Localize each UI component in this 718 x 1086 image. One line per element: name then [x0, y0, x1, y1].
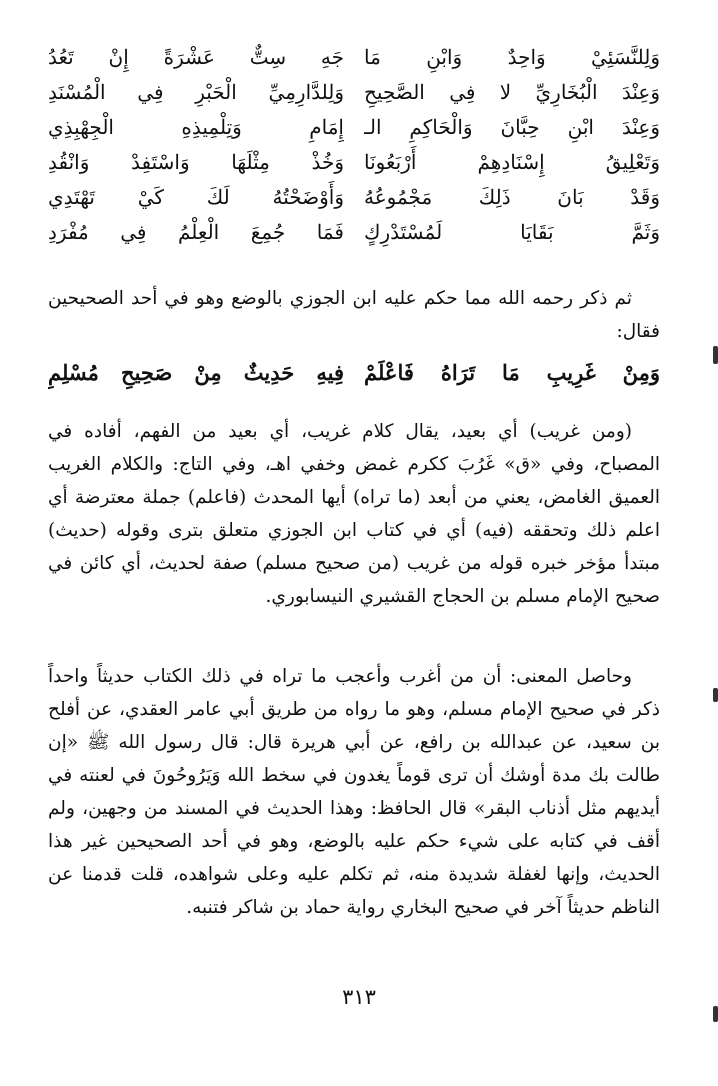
intro-paragraph: ثم ذكر رحمه الله مما حكم عليه ابن الجوزي بالوضع وهو في أحد الصحيحين فقال:: [48, 288, 660, 342]
commentary-paragraph: (ومن غريب) أي بعيد، يقال كلام غريب، أي بعيد من الفهم، أفاده في المصباح، وفي «ق» غَرُبَ ككرم غمض وخفي اهـ، وفي التاج: والكلام الغريب العميق الغامض، يعني من أبعد (ما تراه) أيها المحدث (فاعلم) جملة معترضة أي اعلم ذلك وتحققه (فيه) أي في كتاب ابن الجوزي متعلق بترى وقوله (حديث) مبتدأ مؤخر خبره قوله من غريب (من صحيح مسلم) صفة لحديث، أي كائن في صحيح الإمام مسلم بن الحجاج القشيري النيسابوري.: [48, 421, 660, 607]
verse-row: [48, 40, 660, 75]
margin-mark: [713, 688, 718, 702]
verse-row: [48, 180, 660, 215]
verse-row: [48, 110, 660, 145]
main-verse: [48, 353, 660, 393]
main-verse-first-hemistich: وَمِنْ غَرِيبِ مَا تَرَاهُ فَاعْلَمْ: [364, 360, 660, 385]
verse-first-hemistich: وَعِنْدَ ابْنِ حِبَّانَ وَالْحَاكِمِ الـ: [364, 115, 660, 139]
verse-first-hemistich: وَتَعْلِيقُ إِسْنَادِهِمْ أَرْبَعُونَا: [364, 150, 660, 174]
verse-first-hemistich: وَثَمَّ بَقَايَا لَمُسْتَدْرِكٍ: [364, 220, 660, 244]
main-verse-second-hemistich: فِيهِ حَدِيثٌ مِنْ صَحِيحِ مُسْلِمِ: [48, 360, 344, 385]
verse-second-hemistich: وَخُذْ مِثْلَهَا وَاسْتَفِدْ وَانْقُدِ: [48, 150, 344, 174]
verse-row: [48, 145, 660, 180]
verse-second-hemistich: فَمَا جُمِعَ الْعِلْمُ فِي مُفْرَدِ: [48, 220, 344, 244]
verse-first-hemistich: وَلِلنَّسَئِيْ وَاحِدٌ وَابْنِ مَا: [364, 45, 660, 69]
meaning-paragraph: وحاصل المعنى: أن من أغرب وأعجب ما تراه في ذلك الكتاب حديثاً واحداً ذكر في صحيح الإمام مسلم، وهو ما رواه من طريق أبي عامر العقدي، عن أفلح بن سعيد، عن عبدالله بن رافع، عن أبي هريرة قال: قال رسول الله ﷺ «إن طالت بك مدة أوشك أن ترى قوماً يغدون في سخط الله وَيَرُوحُونَ في لعنته في أيديهم مثل أذناب البقر» قال الحافظ: وهذا الحديث في المسند من وجهين، ولم أقف في كتابه على شيء حكم عليه بالوضع، وهو في أحد الصحيحين غير هذا الحديث، وإنها لغفلة شديدة منه، ثم تكلم عليه وعلى شواهده، قلت قدمنا عن الناظم حديثاً آخر في صحيح البخاري رواية حماد بن شاكر فتنبه.: [48, 666, 660, 918]
page-number: ٣١٣: [342, 985, 376, 1009]
verse-second-hemistich: وَلِلدَّارِمِيِّ الْحَبْرِ فِي الْمُسْنَدِ: [48, 80, 344, 104]
verse-block: [48, 40, 660, 250]
verse-first-hemistich: وَعِنْدَ الْبُخَارِيِّ لا فِي الصَّحِيحِ: [364, 80, 660, 104]
verse-row: [48, 215, 660, 250]
margin-mark: [713, 346, 718, 364]
verse-second-hemistich: جَهِ سِتٌّ عَشْرَةً إِنْ تَعُدُ: [48, 45, 344, 69]
margin-mark: [713, 1006, 718, 1022]
verse-row: [48, 75, 660, 110]
verse-second-hemistich: إِمَامِ وَتِلْمِيذِهِ الْجِهْبِذِي: [48, 115, 344, 139]
verse-first-hemistich: وَقَدْ بَانَ ذَلِكَ مَجْمُوعُهُ: [364, 185, 660, 209]
verse-second-hemistich: وَأَوْضَحْتُهُ لَكَ كَيْ تَهْتَدِي: [48, 185, 344, 209]
